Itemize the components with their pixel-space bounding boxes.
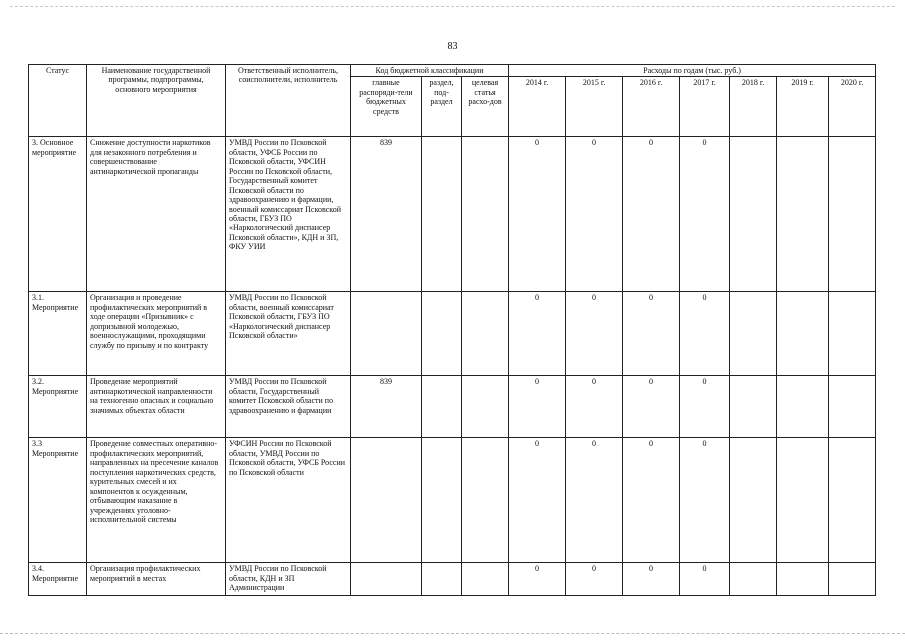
cell-value: 0 xyxy=(680,137,730,292)
cell-target xyxy=(462,438,509,563)
cell-value: 0 xyxy=(680,376,730,438)
header-year: 2016 г. xyxy=(623,77,680,137)
cell-target xyxy=(462,376,509,438)
cell-value: 0 xyxy=(623,438,680,563)
cell-section xyxy=(422,137,462,292)
cell-value xyxy=(777,292,829,376)
cell-name: Снижение доступности наркотиков для незаконного потребления и совершенствование антинаркотической пропаганды xyxy=(87,137,226,292)
cell-name: Проведение мероприятий антинаркотической направленности на техногенно опасных и социально значимых объектах области xyxy=(87,376,226,438)
header-year: 2018 г. xyxy=(730,77,777,137)
cell-value: 0 xyxy=(680,292,730,376)
cell-value: 0 xyxy=(509,438,566,563)
header-year: 2014 г. xyxy=(509,77,566,137)
cell-target xyxy=(462,137,509,292)
table-row xyxy=(29,292,876,376)
cell-value xyxy=(730,376,777,438)
header-target: целевая статья расхо-дов xyxy=(462,77,509,137)
cell-responsible: УМВД России по Псковской области, Государственный комитет Псковской области по здравоохранению и фармации xyxy=(226,376,351,438)
cell-section xyxy=(422,292,462,376)
header-expenses: Расходы по годам (тыс. руб.) xyxy=(509,65,876,77)
table-row xyxy=(29,563,876,596)
cell-status: 3.2. Мероприятие xyxy=(29,376,87,438)
cell-value: 0 xyxy=(566,376,623,438)
cell-value xyxy=(829,376,876,438)
cell-value: 0 xyxy=(623,292,680,376)
header-status: Статус xyxy=(29,65,87,137)
cell-name: Организация и проведение профилактических мероприятий в ходе операции «Призывник» с допризывной молодежью, военнослужащими, проходящими службу по призыву и по контракту xyxy=(87,292,226,376)
cell-value: 0 xyxy=(566,438,623,563)
cell-value: 0 xyxy=(623,563,680,596)
header-year: 2017 г. xyxy=(680,77,730,137)
cell-value xyxy=(730,292,777,376)
cell-value xyxy=(730,438,777,563)
cell-responsible: УМВД России по Псковской области, КДН и ЗП Администрации xyxy=(226,563,351,596)
header-section: раздел, под-раздел xyxy=(422,77,462,137)
cell-value xyxy=(730,137,777,292)
cell-status: 3.4. Мероприятие xyxy=(29,563,87,596)
table-row xyxy=(29,438,876,563)
cell-status: 3. Основное мероприятие xyxy=(29,137,87,292)
cell-target xyxy=(462,563,509,596)
cell-status: 3.3 Мероприятие xyxy=(29,438,87,563)
cell-name: Проведение совместных оперативно-профилактических мероприятий, направленных на пресечение каналов поступления наркотических средств, курительных смесей и их компонентов к осужденным, отбывающим наказание в учреждениях уголовно-исполнительной системы xyxy=(87,438,226,563)
cell-value xyxy=(777,438,829,563)
cell-value: 0 xyxy=(566,137,623,292)
cell-value: 0 xyxy=(680,563,730,596)
header-responsible: Ответственный исполнитель, соисполнители, исполнитель xyxy=(226,65,351,137)
cell-value xyxy=(777,376,829,438)
header-grbs: главные распоряди-тели бюджетных средств xyxy=(351,77,422,137)
table-row xyxy=(29,137,876,292)
cell-grbs xyxy=(351,563,422,596)
cell-value xyxy=(829,563,876,596)
cell-value: 0 xyxy=(509,376,566,438)
cell-value: 0 xyxy=(623,137,680,292)
cell-value: 0 xyxy=(566,292,623,376)
cell-value: 0 xyxy=(509,137,566,292)
cell-value: 0 xyxy=(566,563,623,596)
header-year: 2015 г. xyxy=(566,77,623,137)
cell-status: 3.1. Мероприятие xyxy=(29,292,87,376)
cell-value: 0 xyxy=(623,376,680,438)
page-top-edge xyxy=(10,6,895,7)
cell-value xyxy=(829,292,876,376)
page-number: 83 xyxy=(447,41,458,52)
header-year: 2020 г. xyxy=(829,77,876,137)
cell-value: 0 xyxy=(509,563,566,596)
cell-responsible: УМВД России по Псковской области, УФСБ России по Псковской области, УФСИН России по Псковской области, Государственный комитет Псковской области по здравоохранению и фармации, военный комиссариат Псковской области, ГБУЗ ПО «Наркологический диспансер Псковской области», КДН и ЗП, ФКУ УИИ xyxy=(226,137,351,292)
cell-value xyxy=(777,563,829,596)
cell-responsible: УФСИН России по Псковской области, УМВД России по Псковской области, УФСБ России по Псковской области xyxy=(226,438,351,563)
cell-responsible: УМВД России по Псковской области, военный комиссариат Псковской области, ГБУЗ ПО «Наркологический диспансер Псковской области» xyxy=(226,292,351,376)
header-year: 2019 г. xyxy=(777,77,829,137)
cell-grbs: 839 xyxy=(351,376,422,438)
cell-target xyxy=(462,292,509,376)
page-bottom-edge xyxy=(0,633,905,634)
table-header-row xyxy=(29,65,876,77)
cell-name: Организация профилактических мероприятий в местах xyxy=(87,563,226,596)
cell-section xyxy=(422,376,462,438)
cell-value xyxy=(829,438,876,563)
cell-value xyxy=(829,137,876,292)
header-name: Наименование государственной программы, подпрограммы, основного мероприятия xyxy=(87,65,226,137)
cell-grbs xyxy=(351,292,422,376)
cell-section xyxy=(422,438,462,563)
cell-value: 0 xyxy=(509,292,566,376)
cell-value xyxy=(730,563,777,596)
cell-grbs: 839 xyxy=(351,137,422,292)
cell-grbs xyxy=(351,438,422,563)
table-row xyxy=(29,376,876,438)
budget-table xyxy=(28,64,876,596)
header-budget-code: Код бюджетной классификации xyxy=(351,65,509,77)
cell-section xyxy=(422,563,462,596)
cell-value: 0 xyxy=(680,438,730,563)
cell-value xyxy=(777,137,829,292)
